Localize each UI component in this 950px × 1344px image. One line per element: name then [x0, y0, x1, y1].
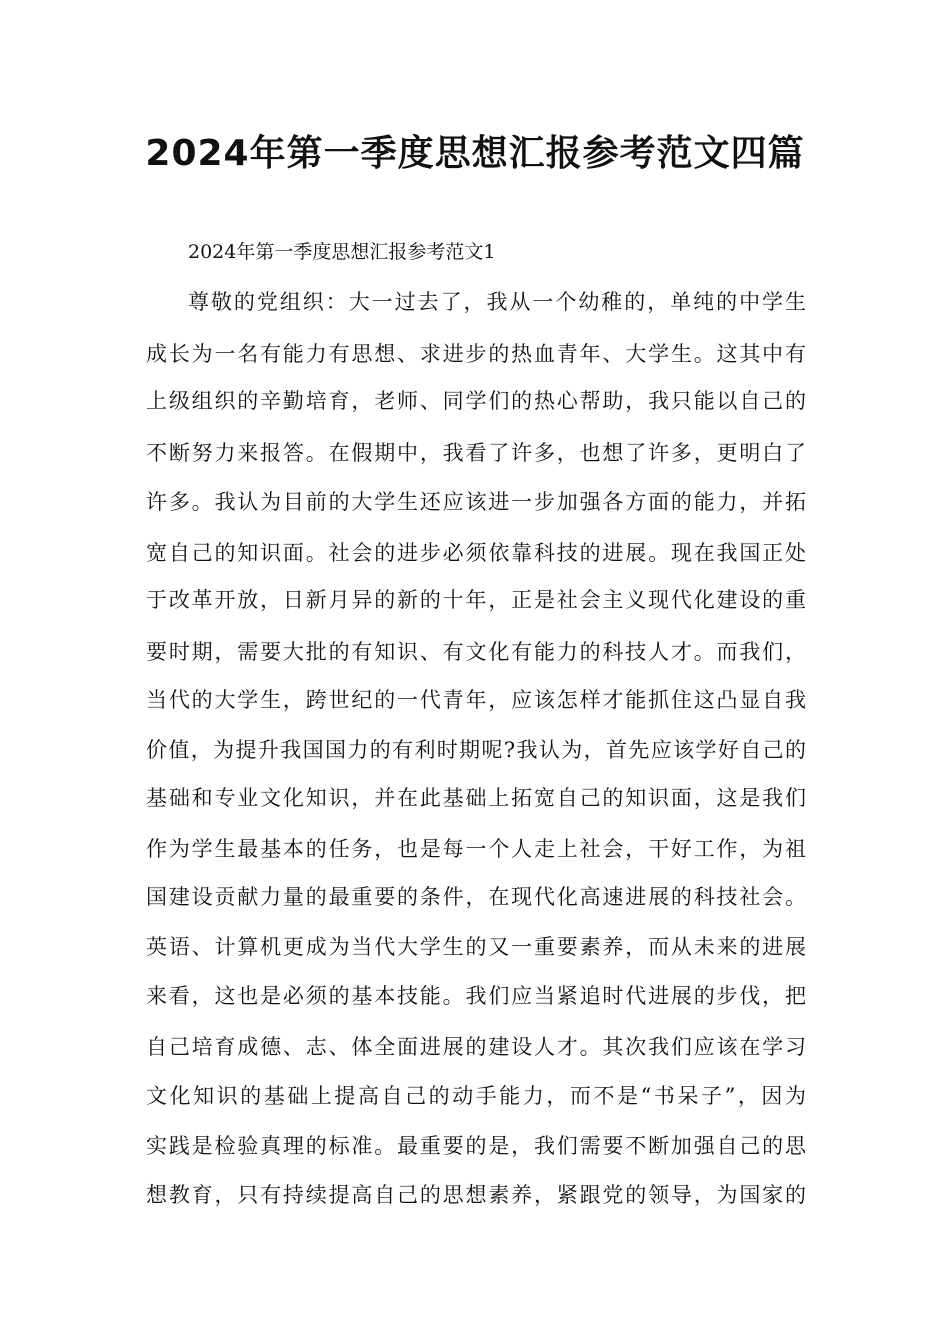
paragraph-line: 当代的大学生，跨世纪的一代青年，应该怎样才能抓住这凸显自我	[146, 688, 806, 712]
paragraph-line: 英语、计算机更成为当代大学生的又一重要素养，而从未来的进展	[146, 935, 806, 959]
paragraph-line: 尊敬的党组织：大一过去了，我从一个幼稚的，单纯的中学生	[188, 290, 806, 314]
paragraph-line: 基础和专业文化知识，并在此基础上拓宽自己的知识面，这是我们	[146, 786, 806, 810]
paragraph-line: 来看，这也是必须的基本技能。我们应当紧追时代进展的步伐，把	[146, 984, 806, 1008]
paragraph-line: 许多。我认为目前的大学生还应该进一步加强各方面的能力，并拓	[146, 490, 806, 514]
paragraph-line: 想教育，只有持续提高自己的思想素养，紧跟党的领导，为国家的	[146, 1183, 806, 1207]
paragraph-line: 不断努力来报答。在假期中，我看了许多，也想了许多，更明白了	[146, 441, 806, 465]
paragraph-line: 国建设贡献力量的最重要的条件，在现代化高速进展的科技社会。	[146, 885, 806, 909]
paragraph-line: 自己培育成德、志、体全面进展的建设人才。其次我们应该在学习	[146, 1035, 806, 1059]
paragraph-line: 上级组织的辛勤培育，老师、同学们的热心帮助，我只能以自己的	[146, 389, 806, 413]
paragraph-line: 成长为一名有能力有思想、求进步的热血青年、大学生。这其中有	[146, 342, 806, 366]
section-heading: 2024年第一季度思想汇报参考范文1	[188, 241, 496, 263]
paragraph-line: 实践是检验真理的标准。最重要的是，我们需要不断加强自己的思	[146, 1134, 806, 1158]
paragraph-line: 于改革开放，日新月异的新的十年，正是社会主义现代化建设的重	[146, 588, 806, 612]
paragraph-line: 要时期，需要大批的有知识、有文化有能力的科技人才。而我们，	[146, 640, 806, 664]
paragraph-line: 宽自己的知识面。社会的进步必须依靠科技的进展。现在我国正处	[146, 541, 806, 565]
paragraph-line: 文化知识的基础上提高自己的动手能力，而不是“书呆子”，因为	[146, 1084, 806, 1108]
paragraph-line: 价值，为提升我国国力的有利时期呢?我认为，首先应该学好自己的	[146, 738, 806, 762]
document-title: 2024年第一季度思想汇报参考范文四篇	[145, 133, 805, 174]
paragraph-line: 作为学生最基本的任务，也是每一个人走上社会，干好工作，为祖	[146, 837, 806, 861]
